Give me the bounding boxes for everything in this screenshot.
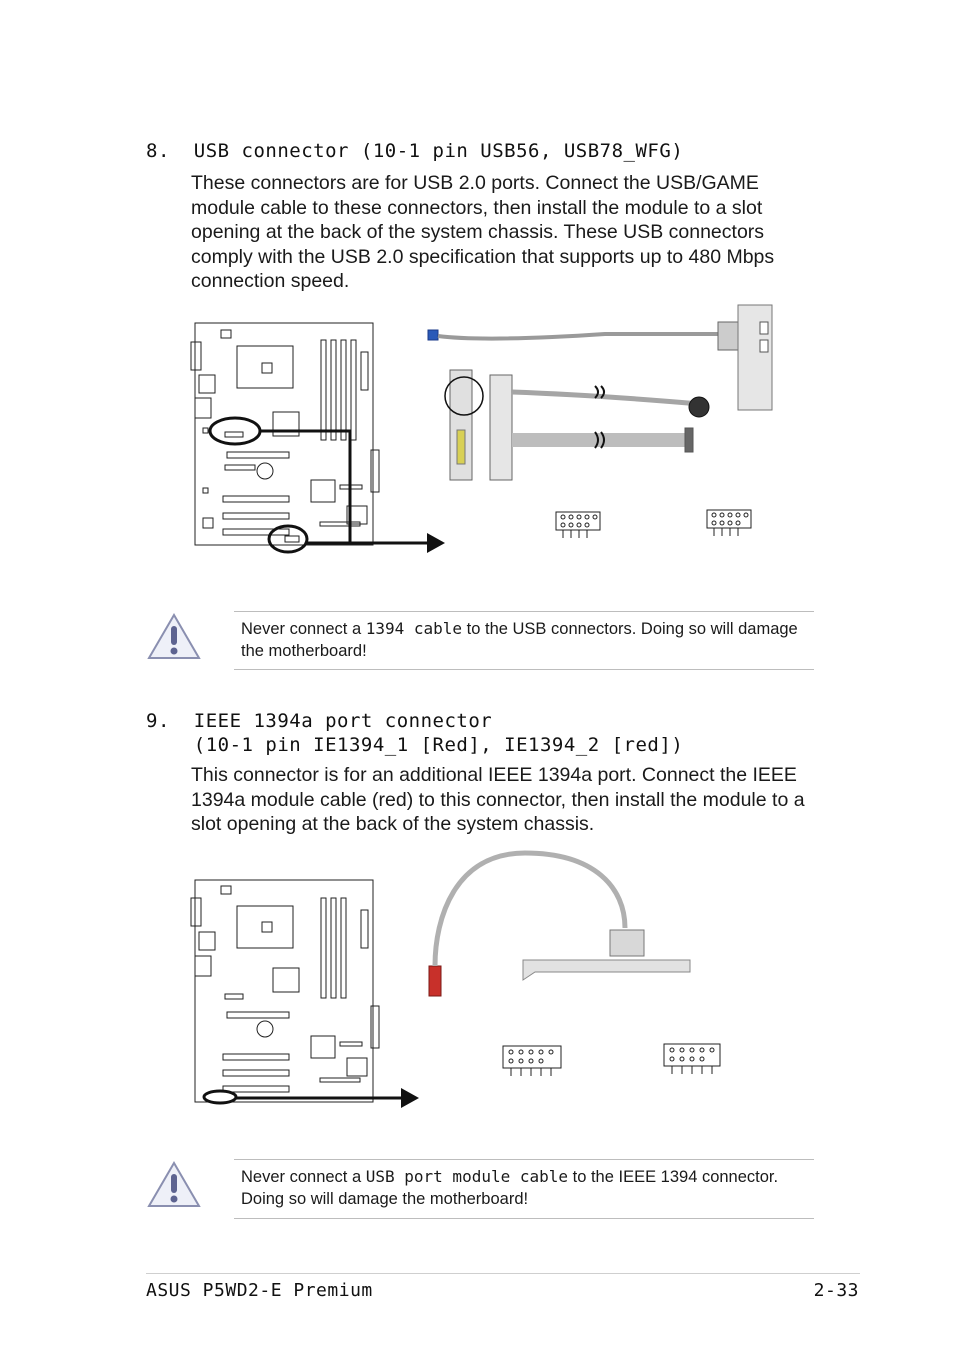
warning-triangle-icon [146, 612, 202, 662]
usb56-highlight-circle [210, 418, 260, 444]
section-8-heading: 8. USB connector (10-1 pin USB56, USB78_WFG) [146, 140, 684, 162]
usb56-pin-diagram [556, 512, 600, 538]
usb-game-module [428, 305, 772, 480]
note-1-bottom-rule [234, 669, 814, 670]
ieee1394-module [429, 853, 690, 996]
note-1-top-rule [234, 611, 814, 612]
arrow-head-icon [401, 1088, 419, 1108]
ieee1394-connector-figure [185, 848, 745, 1110]
usb78-highlight-circle [269, 526, 307, 552]
warning-triangle-icon [146, 1160, 202, 1210]
arrow-head-icon [427, 533, 445, 553]
motherboard-layout [191, 880, 379, 1102]
note-1-emphasis: 1394 cable [365, 619, 463, 638]
usb78-pin-diagram [707, 510, 751, 536]
note-2-text [241, 1166, 801, 1210]
footer-page-number: 2-33 [813, 1280, 859, 1301]
note-1-text [241, 618, 801, 662]
note-2-post: to the IEEE 1394 connector. Doing so will damage the motherboard! [241, 1168, 779, 1208]
note-2-bottom-rule [234, 1218, 814, 1219]
ie1394-2-pin-diagram [664, 1044, 720, 1074]
note-1-post: to the USB connectors. Doing so will damage the motherboard! [241, 620, 798, 660]
footer-rule [146, 1273, 860, 1274]
note-2-pre: Never connect a [241, 1168, 366, 1186]
note-1-pre: Never connect a [241, 620, 366, 638]
footer-product-name: ASUS P5WD2-E Premium [146, 1280, 373, 1301]
ie1394-highlight-circle [204, 1091, 236, 1103]
note-2-top-rule [234, 1159, 814, 1160]
section-9-heading-line-1: 9. IEEE 1394a port connector [146, 710, 493, 732]
note-2-emphasis: USB port module cable [365, 1167, 569, 1186]
usb-connector-figure [185, 300, 785, 565]
section-8-body: These connectors are for USB 2.0 ports. Connect the USB/GAME module cable to these connectors, then install the module to a slot opening at the back of the system chassis. These USB connectors comply with the USB 2.0 specification that supports up to 480 Mbps connection speed. [191, 172, 775, 292]
section-9-body: This connector is for an additional IEEE 1394a port. Connect the IEEE 1394a module cable (red) to this connector, then install the module to a slot opening at the back of the system chassis. [191, 764, 805, 835]
section-9-heading-line-2: (10-1 pin IE1394_1 [Red], IE1394_2 [red]) [146, 734, 684, 756]
ie1394-1-pin-diagram [503, 1046, 561, 1076]
